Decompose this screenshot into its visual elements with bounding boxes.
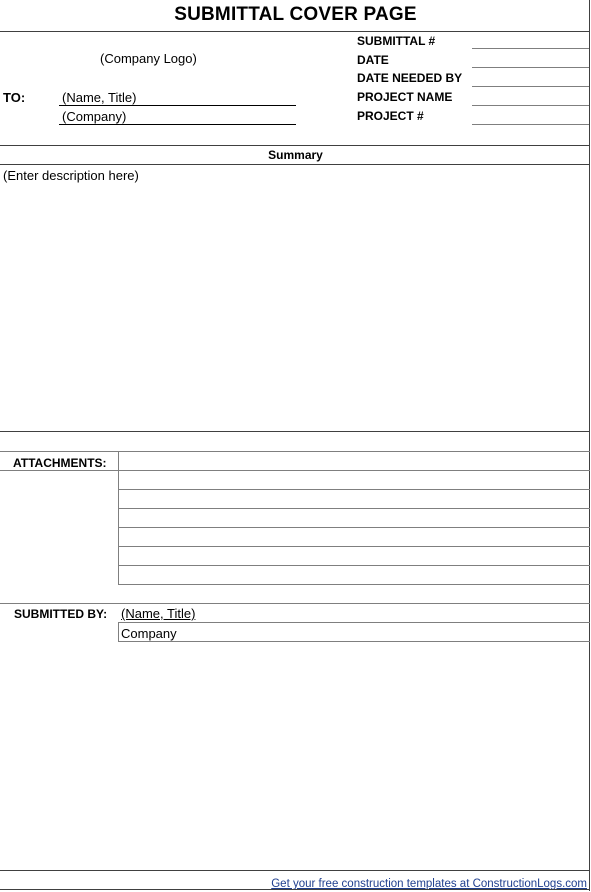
- project-number-underline: [472, 124, 589, 125]
- attachment-row-4[interactable]: [120, 510, 588, 526]
- attachment-row-6[interactable]: [120, 548, 588, 564]
- attachment-row-line: [118, 489, 590, 490]
- title-divider: [0, 31, 590, 32]
- project-name-underline: [472, 105, 589, 106]
- submitted-by-name-title-field[interactable]: (Name, Title): [121, 606, 196, 621]
- summary-description-field[interactable]: (Enter description here): [3, 168, 139, 183]
- attachment-row-7[interactable]: [120, 567, 588, 583]
- summary-heading-border: [0, 164, 590, 165]
- submitted-by-divider: [118, 622, 119, 642]
- date-value[interactable]: [476, 53, 586, 67]
- date-underline: [472, 67, 589, 68]
- attachment-row-3[interactable]: [120, 491, 588, 507]
- to-company-underline: [59, 124, 296, 125]
- submittal-number-underline: [472, 48, 589, 49]
- footer-top-border: [0, 870, 590, 871]
- footer-templates-link[interactable]: Get your free construction templates at ConstructionLogs.com: [271, 878, 587, 890]
- summary-top-border: [0, 145, 590, 146]
- page-title: SUBMITTAL COVER PAGE: [174, 4, 417, 25]
- attachment-row-2[interactable]: [120, 472, 588, 488]
- to-name-underline: [59, 105, 296, 106]
- to-company-field[interactable]: (Company): [62, 109, 127, 124]
- attachments-top-border: [0, 451, 590, 452]
- attachment-row-1[interactable]: [120, 453, 588, 469]
- to-label: TO:: [3, 90, 26, 105]
- attachment-row-line: [118, 508, 590, 509]
- attachment-row-line: [118, 527, 590, 528]
- submittal-number-value[interactable]: [476, 34, 586, 48]
- footer-bottom-border: [0, 889, 590, 890]
- attachment-row-line: [118, 584, 590, 585]
- right-border: [589, 0, 590, 891]
- attachment-row-line: [118, 546, 590, 547]
- attachments-label-underline: [0, 470, 118, 471]
- company-logo-placeholder: (Company Logo): [100, 51, 197, 66]
- submittal-number-label: SUBMITTAL #: [357, 34, 436, 48]
- summary-bottom-border: [0, 431, 590, 432]
- submitted-by-company-underline: [118, 641, 590, 642]
- to-name-title-field[interactable]: (Name, Title): [62, 90, 137, 105]
- submitted-by-name-underline: [118, 622, 590, 623]
- project-number-value[interactable]: [476, 109, 586, 123]
- project-name-label: PROJECT NAME: [357, 90, 453, 104]
- attachment-row-line: [118, 470, 590, 471]
- attachments-label: ATTACHMENTS:: [13, 456, 107, 470]
- date-needed-by-label: DATE NEEDED BY: [357, 71, 463, 85]
- attachment-row-line: [118, 565, 590, 566]
- submitted-by-label: SUBMITTED BY:: [14, 607, 108, 621]
- attachment-row-5[interactable]: [120, 529, 588, 545]
- submitted-by-company-field[interactable]: Company: [121, 626, 177, 641]
- project-name-value[interactable]: [476, 90, 586, 104]
- date-needed-by-underline: [472, 86, 589, 87]
- date-label: DATE: [357, 53, 389, 67]
- summary-heading: Summary: [268, 148, 323, 162]
- project-number-label: PROJECT #: [357, 109, 424, 123]
- submitted-by-top-border: [0, 603, 590, 604]
- date-needed-by-value[interactable]: [476, 71, 586, 85]
